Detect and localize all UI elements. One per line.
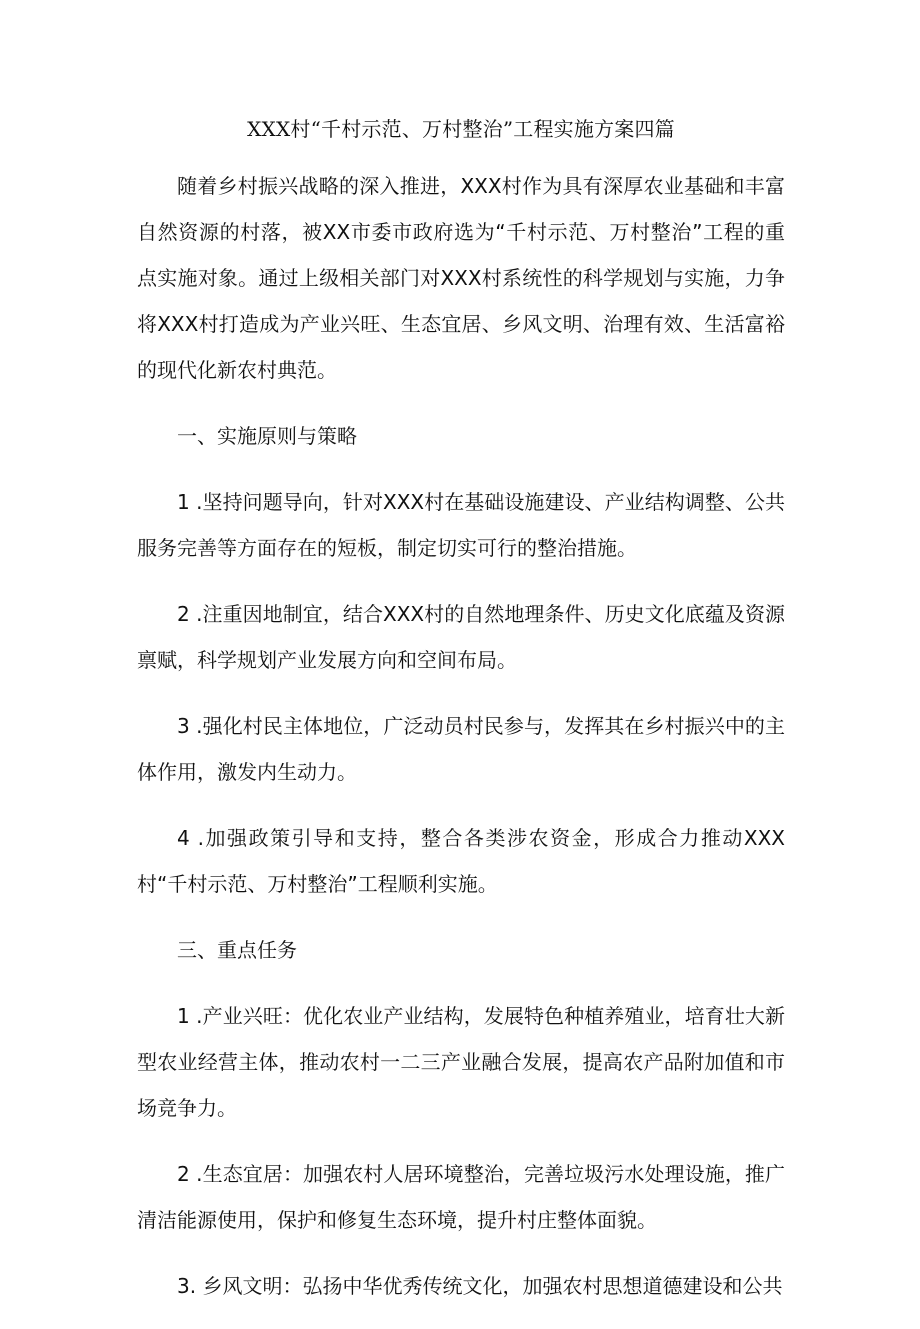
section-heading-key-tasks: 三、重点任务 — [177, 938, 297, 962]
document-title: XXX村“千村示范、万村整治”工程实施方案四篇 — [247, 117, 675, 141]
principle-item-3: 3 .强化村民主体地位，广泛动员村民参与，发挥其在乡村振兴中的主体作用，激发内生动力。 — [137, 714, 785, 784]
principle-item-2: 2 .注重因地制宜，结合XXX村的自然地理条件、历史文化底蕴及资源禀赋，科学规划产业发展方向和空间布局。 — [137, 602, 785, 672]
intro-paragraph: 随着乡村振兴战略的深入推进，XXX村作为具有深厚农业基础和丰富自然资源的村落，被XX市委市政府选为“千村示范、万村整治”工程的重点实施对象。通过上级相关部门对XXX村系统性的科学规划与实施，力争将XXX村打造成为产业兴旺、生态宜居、乡风文明、治理有效、生活富裕的现代化新农村典范。 — [137, 174, 785, 382]
principle-item-1: 1 .坚持问题导向，针对XXX村在基础设施建设、产业结构调整、公共服务完善等方面存在的短板，制定切实可行的整治措施。 — [137, 490, 785, 560]
task-item-3: 3. 乡风文明：弘扬中华优秀传统文化，加强农村思想道德建设和公共 — [177, 1274, 783, 1298]
section-heading-principles: 一、实施原则与策略 — [177, 424, 357, 448]
task-item-1: 1 .产业兴旺：优化农业产业结构，发展特色种植养殖业，培育壮大新型农业经营主体，推动农村一二三产业融合发展，提高农产品附加值和市场竞争力。 — [137, 1004, 785, 1120]
document-body — [137, 112, 785, 1329]
principle-item-4: 4 .加强政策引导和支持，整合各类涉农资金，形成合力推动XXX村“千村示范、万村整治”工程顺利实施。 — [137, 826, 785, 896]
task-item-2: 2 .生态宜居：加强农村人居环境整治，完善垃圾污水处理设施，推广清洁能源使用，保护和修复生态环境，提升村庄整体面貌。 — [137, 1162, 785, 1232]
